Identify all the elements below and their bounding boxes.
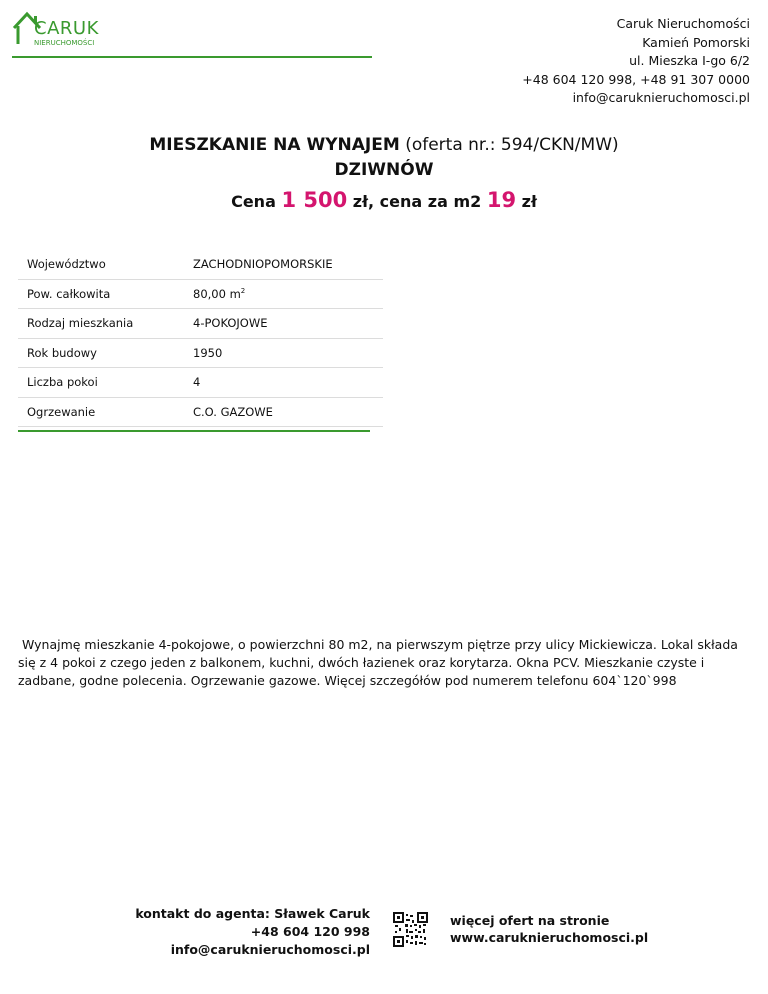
qr-code-icon[interactable] xyxy=(393,912,428,947)
param-value-text: 80,00 m xyxy=(193,286,241,301)
param-label: Pow. całkowita xyxy=(27,286,111,301)
param-value: C.O. GAZOWE xyxy=(193,404,273,419)
offer-number: (oferta nr.: 594/CKN/MW) xyxy=(405,135,619,155)
offer-header xyxy=(0,134,768,212)
param-label: Województwo xyxy=(27,257,106,272)
company-address: ul. Mieszka I-go 6/2 xyxy=(629,53,750,68)
price-currency: zł, cena za m2 xyxy=(352,192,482,211)
price-m2-currency: zł xyxy=(521,192,537,211)
agent-phone: +48 604 120 998 xyxy=(250,924,370,939)
logo-subtitle: NIERUCHOMOŚCI xyxy=(34,39,95,47)
company-city: Kamień Pomorski xyxy=(642,34,750,50)
offer-city: DZIWNÓW xyxy=(334,160,434,180)
param-row xyxy=(18,280,383,310)
price-line xyxy=(0,188,768,212)
param-row xyxy=(18,339,383,369)
param-value: ZACHODNIOPOMORSKIE xyxy=(193,257,333,272)
price-m2-value: 19 xyxy=(486,188,517,212)
param-label: Rok budowy xyxy=(27,345,97,360)
param-value-sup: 2 xyxy=(240,286,246,295)
price-value: 1 500 xyxy=(281,188,348,212)
offer-title xyxy=(0,134,768,156)
param-row xyxy=(18,368,383,398)
company-name: Caruk Nieruchomości xyxy=(616,16,750,31)
company-phones: +48 604 120 998, +48 91 307 0000 xyxy=(522,71,750,87)
header-divider xyxy=(12,56,372,58)
param-value xyxy=(193,287,383,301)
agent-email[interactable]: info@caruknieruchomosci.pl xyxy=(170,942,370,957)
param-row xyxy=(18,398,383,428)
agent-contact xyxy=(100,905,370,959)
param-row xyxy=(18,250,383,280)
param-row xyxy=(18,309,383,339)
agent-name: kontakt do agenta: Sławek Caruk xyxy=(135,906,370,921)
company-email[interactable]: info@caruknieruchomosci.pl xyxy=(572,90,750,105)
params-divider xyxy=(18,430,370,432)
params-table xyxy=(18,250,383,427)
param-value: 1950 xyxy=(193,345,223,360)
param-value: 4-POKOJOWE xyxy=(193,316,268,331)
offer-type: MIESZKANIE NA WYNAJEM xyxy=(149,135,400,155)
more-offers xyxy=(450,912,648,946)
param-label: Ogrzewanie xyxy=(27,404,96,419)
param-label: Rodzaj mieszkania xyxy=(27,316,134,331)
price-label: Cena xyxy=(231,192,276,211)
offer-description: Wynajmę mieszkanie 4-pokojowe, o powierzchni 80 m2, na pierwszym piętrze przy ulicy Mickiewicza. Lokal składa się z 4 pokoi z czego jeden z balkonem, kuchni, dwóch łazienek oraz korytarza. Okna PCV. Mieszkanie czyste i zadbane, godne polecenia. Ogrzewanie gazowe. Więcej szczegółów pod numerem telefonu 604`120`998 xyxy=(18,637,738,688)
website-link[interactable]: www.caruknieruchomosci.pl xyxy=(450,930,649,945)
param-label: Liczba pokoi xyxy=(27,375,98,390)
logo-name: CARUK xyxy=(34,18,99,39)
company-contact xyxy=(522,15,750,108)
param-value: 4 xyxy=(193,375,201,390)
more-offers-label: więcej ofert na stronie xyxy=(450,913,610,928)
company-logo xyxy=(12,8,122,52)
